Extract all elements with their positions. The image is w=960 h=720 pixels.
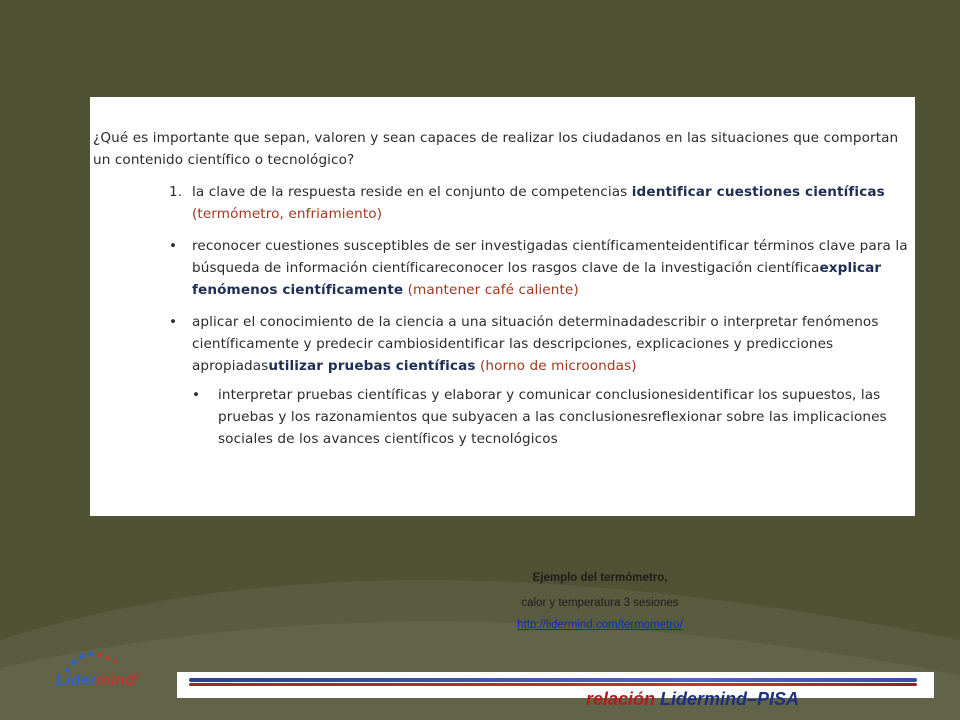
example-text: (mantener café caliente) [403, 282, 579, 298]
footer-title: relación Lidermind–PISA [586, 689, 800, 709]
caption-link[interactable]: http://lidermind.com/termometro/ [517, 619, 683, 631]
item-text: interpretar pruebas científicas y elaborar y comunicar conclusionesidentificar los supuestos, las pruebas y los razonamientos que subyacen a las conclusionesreflexionar sobre las implicaciones sociales de los avances científicos y tecnológicos [218, 387, 887, 447]
list-item-1 [93, 181, 909, 225]
item-text: aplicar el conocimiento de la ciencia a una situación determinadadescribir o interpretar fenómenos científicamente y predecir cambiosidentificar las descripciones, explicaciones y predicciones apropiadas [192, 314, 879, 374]
footer-bar [177, 672, 934, 698]
list-item-2 [93, 235, 909, 301]
bullet-icon: • [169, 238, 178, 254]
bullet-icon: • [192, 387, 201, 403]
caption-title: Ejemplo del termómetro, [532, 572, 668, 584]
footer-stripe-red [189, 683, 917, 686]
competence-keyword: explicar fenómenos científicamente [192, 260, 882, 298]
item-text: la clave de la respuesta reside en el conjunto de competencias [192, 184, 632, 200]
item-text: reconocer cuestiones susceptibles de ser investigadas científicamenteidentificar términos clave para la búsqueda de información científicareconocer los rasgos clave de la investigación científica [192, 238, 908, 276]
lidermind-logo [52, 650, 164, 698]
caption-subtitle: calor y temperatura 3 sesiones [521, 597, 679, 609]
footer-stripe-blue [189, 678, 917, 682]
list-number: 1. [169, 184, 183, 200]
example-text: (horno de microondas) [475, 358, 637, 374]
question-text: ¿Qué es importante que sepan, valoren y sean capaces de realizar los ciudadanos en las situaciones que comportan un contenido científico o tecnológico? [93, 130, 899, 168]
list-item-3 [93, 311, 909, 377]
example-text: (termómetro, enfriamiento) [192, 206, 383, 222]
logo-wordmark: Lidermind® [56, 672, 142, 689]
content-box [90, 97, 915, 516]
competence-keyword: identificar cuestiones científicas [631, 184, 885, 200]
competence-keyword: utilizar pruebas científicas [268, 358, 476, 374]
bullet-icon: • [169, 314, 178, 330]
list-item-4 [93, 384, 909, 450]
